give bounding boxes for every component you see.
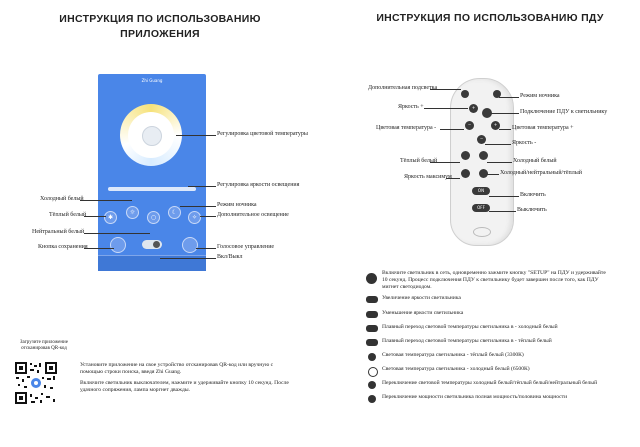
qr-step-1: Установите приложение на свое устройство отсканировав QR-код или вручную с помощью строки поиска, введя Zhi Guang. — [80, 362, 274, 375]
label-remote-color-temp-minus: Цветовая температура - — [376, 125, 437, 131]
label-remote-turn-off: Выключить — [517, 207, 547, 213]
label-remote-extra-light: Дополнительная подсветка — [368, 85, 438, 91]
label-night-mode: Режим ночника — [217, 202, 257, 208]
brightness-up-icon — [366, 296, 378, 303]
extra-light-remote-button[interactable] — [461, 90, 469, 98]
label-neutral-white: Нейтральный белый — [32, 229, 85, 235]
off-remote-button[interactable]: OFF — [472, 204, 490, 212]
color-temp-plus-remote-button[interactable]: + — [491, 121, 500, 130]
label-save-button: Кнопка сохранения — [38, 244, 88, 250]
power-level-icon — [368, 395, 376, 403]
warm-white-remote-button[interactable] — [461, 151, 470, 160]
brightness-slider[interactable] — [108, 187, 196, 191]
label-extra-light: Дополнительное освещение — [217, 212, 289, 218]
label-voice-control: Голосовое управление — [217, 244, 275, 250]
label-remote-brightness-minus: Яркость - — [512, 140, 537, 146]
brightness-down-icon — [366, 311, 378, 318]
label-remote-brightness-plus: Яркость + — [398, 104, 424, 110]
legend-item-1: Увеличение яркости светильника — [382, 295, 461, 301]
power-toggle[interactable] — [142, 240, 162, 249]
label-cool-white: Холодный белый — [40, 196, 84, 202]
label-remote-cool-white: Холодный белый — [513, 158, 557, 164]
setup-instructions: Включите светильник в сеть, одновременно зажмите кнопку "SETUP" на ПДУ и удерживайте 10 секунд. Процесс подключения ПДУ к светильнику будет завершен после того, как ПДУ мигнет светодиодом. — [382, 270, 606, 290]
extra-light-button[interactable]: ✧ — [188, 211, 201, 224]
app-header: Zhi Guang — [141, 78, 163, 83]
label-remote-warm-white: Тёплый белый — [400, 158, 438, 164]
legend-item-3: Плавный переход световой температуры светильника в - холодный белый — [382, 324, 558, 330]
max-brightness-remote-button[interactable] — [461, 169, 470, 178]
phone-app-screenshot — [98, 74, 206, 270]
cool-white-icon — [368, 367, 378, 377]
temp-cycle-icon — [368, 381, 376, 389]
power-knob[interactable] — [142, 126, 162, 146]
label-warm-white: Тёплый белый — [49, 212, 87, 218]
qr-code[interactable] — [14, 361, 58, 405]
brightness-minus-remote-button[interactable]: − — [477, 135, 486, 144]
remote-logo — [473, 227, 491, 237]
brightness-plus-remote-button[interactable]: + — [469, 104, 478, 113]
voice-control-button[interactable] — [182, 237, 198, 253]
legend-item-5: Световая температура светильника - тёплый белый (3300К) — [382, 352, 524, 358]
color-temperature-wheel[interactable] — [120, 104, 182, 166]
setup-icon — [366, 273, 377, 284]
color-temp-minus-remote-button[interactable]: − — [465, 121, 474, 130]
legend-item-6: Световая температура светильника - холодный белый (6500К) — [382, 366, 530, 372]
label-remote-cool-neutral-warm: Холодный/нейтральный/тёплый — [500, 170, 582, 176]
warm-transition-icon — [366, 339, 378, 346]
label-remote-turn-on: Включить — [520, 192, 546, 198]
label-remote-max-brightness: Яркость максимум — [404, 174, 452, 180]
neutral-white-button[interactable]: ○ — [147, 211, 160, 224]
app-instructions-title: ИНСТРУКЦИЯ ПО ИСПОЛЬЗОВАНИЮ ПРИЛОЖЕНИЯ — [59, 13, 261, 40]
cool-transition-icon — [366, 325, 378, 332]
cool-white-remote-button[interactable] — [479, 151, 488, 160]
warm-white-button[interactable]: ✱ — [104, 211, 117, 224]
label-brightness-adjust: Регулировка яркости освещения — [217, 182, 300, 188]
label-remote-pair: Подключение ПДУ к светильнику — [520, 109, 608, 115]
night-mode-button[interactable]: ☾ — [168, 206, 181, 219]
label-on-off: Вкл/Выкл — [217, 254, 243, 260]
label-temp-adjust: Регулировка цветовой температуры — [217, 131, 308, 137]
legend-item-8: Переключение мощности светильника полная мощность/половина мощности — [382, 394, 568, 400]
legend-item-4: Плавный переход световой температуры светильника в - тёплый белый — [382, 338, 552, 344]
remote-instructions-title: ИНСТРУКЦИЯ ПО ИСПОЛЬЗОВАНИЮ ПДУ — [376, 12, 604, 24]
qr-caption: Загрузите приложение отсканировав QR-код — [20, 340, 68, 351]
cool-white-button[interactable]: ☼ — [126, 206, 139, 219]
warm-white-icon — [368, 353, 376, 361]
legend-item-7: Переключение световой температуры холодный белый/тёплый белый/нейтральный белый — [382, 380, 598, 386]
on-remote-button[interactable]: ON — [472, 187, 490, 195]
label-remote-color-temp-plus: Цветовая температура + — [512, 125, 574, 131]
label-remote-night-mode: Режим ночника — [520, 93, 560, 99]
legend-item-2: Уменьшение яркости светильника — [382, 310, 464, 316]
qr-step-2: Включите светильник выключателем, нажмите и удерживайте кнопку 10 секунд. После удачного сопряжения, лампа моргнет дважды. — [80, 380, 289, 393]
save-button[interactable] — [110, 237, 126, 253]
